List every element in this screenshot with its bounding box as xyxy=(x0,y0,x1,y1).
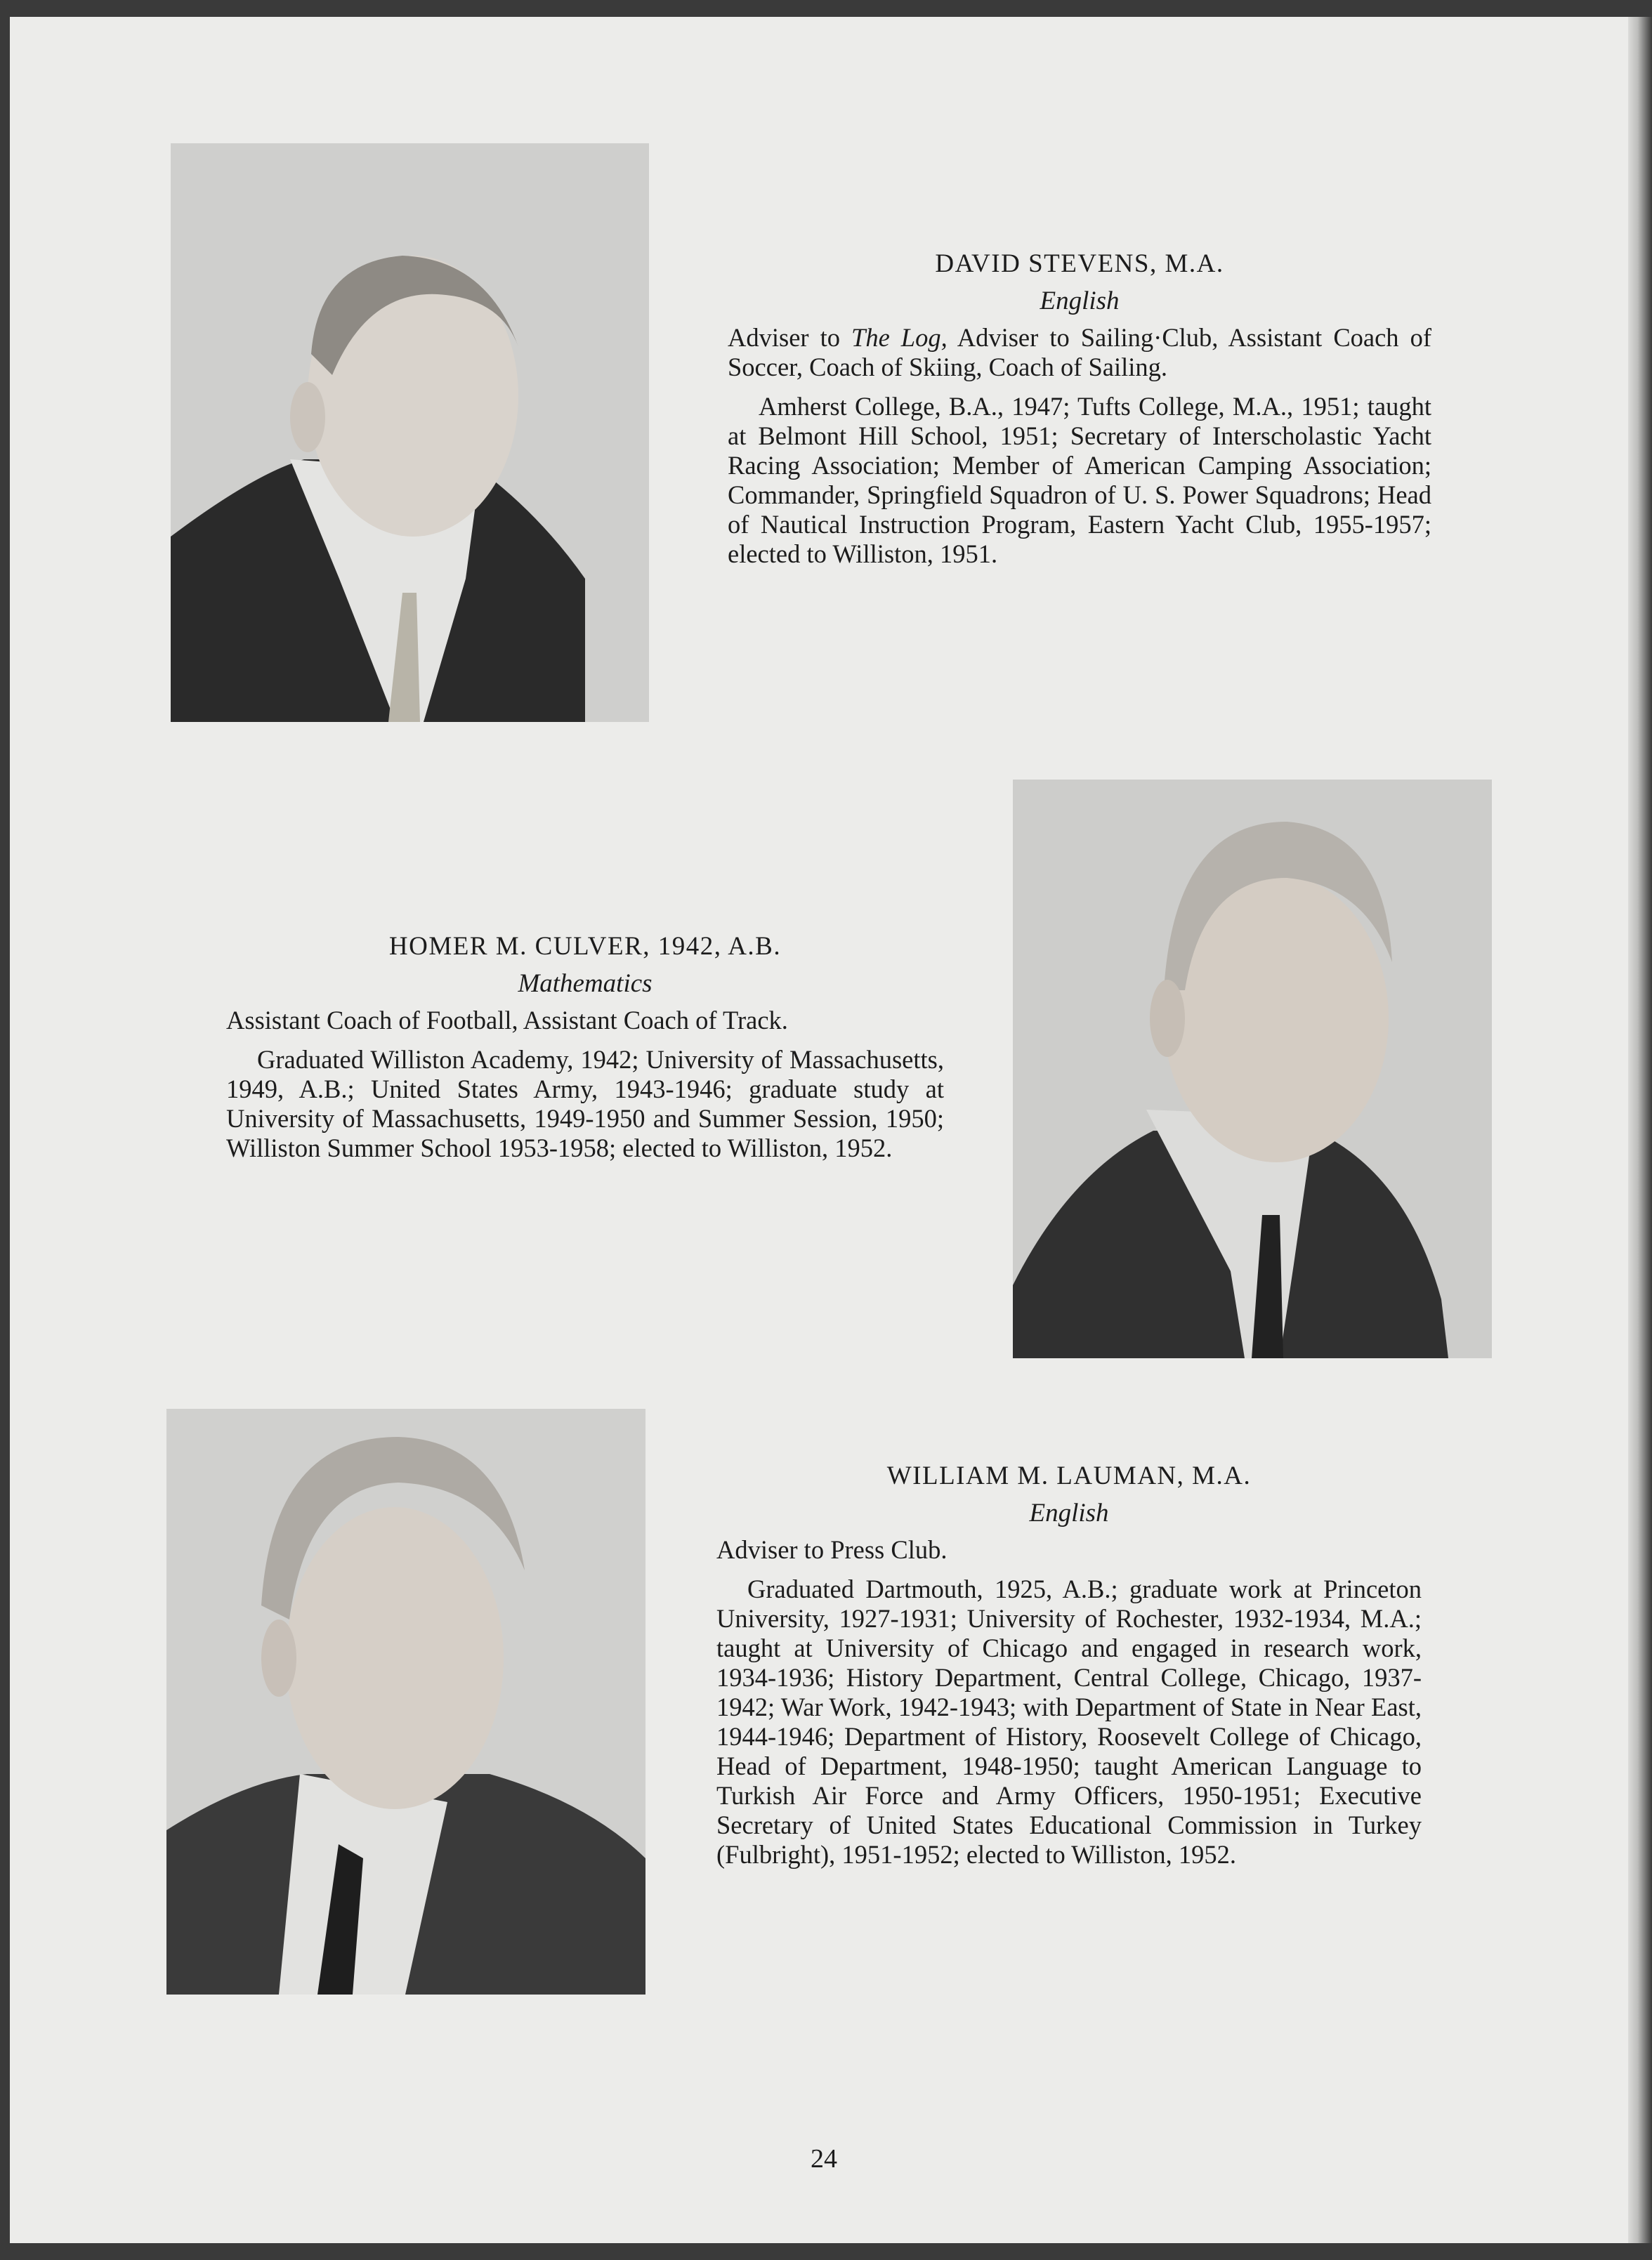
department: English xyxy=(1029,1499,1109,1528)
department: English xyxy=(1040,287,1120,315)
bio-culver xyxy=(226,931,944,1163)
page-number: 24 xyxy=(811,2144,837,2174)
duties-prefix: Adviser to xyxy=(728,323,852,352)
duties xyxy=(728,323,1431,382)
biography: Graduated Williston Academy, 1942; University of Massachusetts, 1949, A.B.; United States Army, 1943-1946; graduate study at University of Massachusetts, 1949-1950 and Summer Session, 1950; Williston Summer School 1953-1958; elected to Williston, 1952. xyxy=(226,1045,944,1162)
bio-lauman xyxy=(716,1461,1422,1870)
page-edge-shadow xyxy=(1628,17,1652,2243)
portrait-photo-stevens xyxy=(171,143,649,722)
duties: Assistant Coach of Football, Assistant Coach of Track. xyxy=(226,1006,788,1034)
biography: Amherst College, B.A., 1947; Tufts College, M.A., 1951; taught at Belmont Hill School, 1951; Secretary of Interscholastic Yacht Racing Association; Member of American Camping Association; Commander, Springfield Squadron of U. S. Power Squadrons; Head of Nautical Instruction Program, Eastern Yacht Club, 1955-1957; elected to Williston, 1951. xyxy=(728,392,1431,568)
publication-title: The Log, xyxy=(851,323,948,352)
duties-rest: Adviser to Sailing·Club, Assistant Coach of Soccer, Coach of Skiing, Coach of Sailing. xyxy=(728,323,1431,381)
person-name: DAVID STEVENS, M.A. xyxy=(935,249,1224,278)
biography: Graduated Dartmouth, 1925, A.B.; graduate work at Princeton University, 1927-1931; University of Rochester, 1932-1934, M.A.; taught at University of Chicago and engaged in research work, 1934-1936; History Department, Central College, Chicago, 1937-1942; War Work, 1942-1943; with Department of State in Near East, 1944-1946; Department of History, Roosevelt College of Chicago, Head of Department, 1948-1950; taught American Language to Turkish Air Force and Army Officers, 1950-1951; Executive Secretary of United States Educational Commission in Turkey (Fulbright), 1951-1952; elected to Williston, 1952. xyxy=(716,1575,1422,1869)
person-name: HOMER M. CULVER, 1942, A.B. xyxy=(388,932,782,961)
yearbook-page xyxy=(10,17,1638,2243)
bio-stevens xyxy=(728,249,1431,569)
duties: Adviser to Press Club. xyxy=(716,1535,948,1564)
portrait-photo-culver xyxy=(1013,780,1492,1358)
department: Mathematics xyxy=(518,969,653,998)
portrait-photo-lauman xyxy=(166,1409,645,1995)
person-name: WILLIAM M. LAUMAN, M.A. xyxy=(886,1461,1252,1490)
